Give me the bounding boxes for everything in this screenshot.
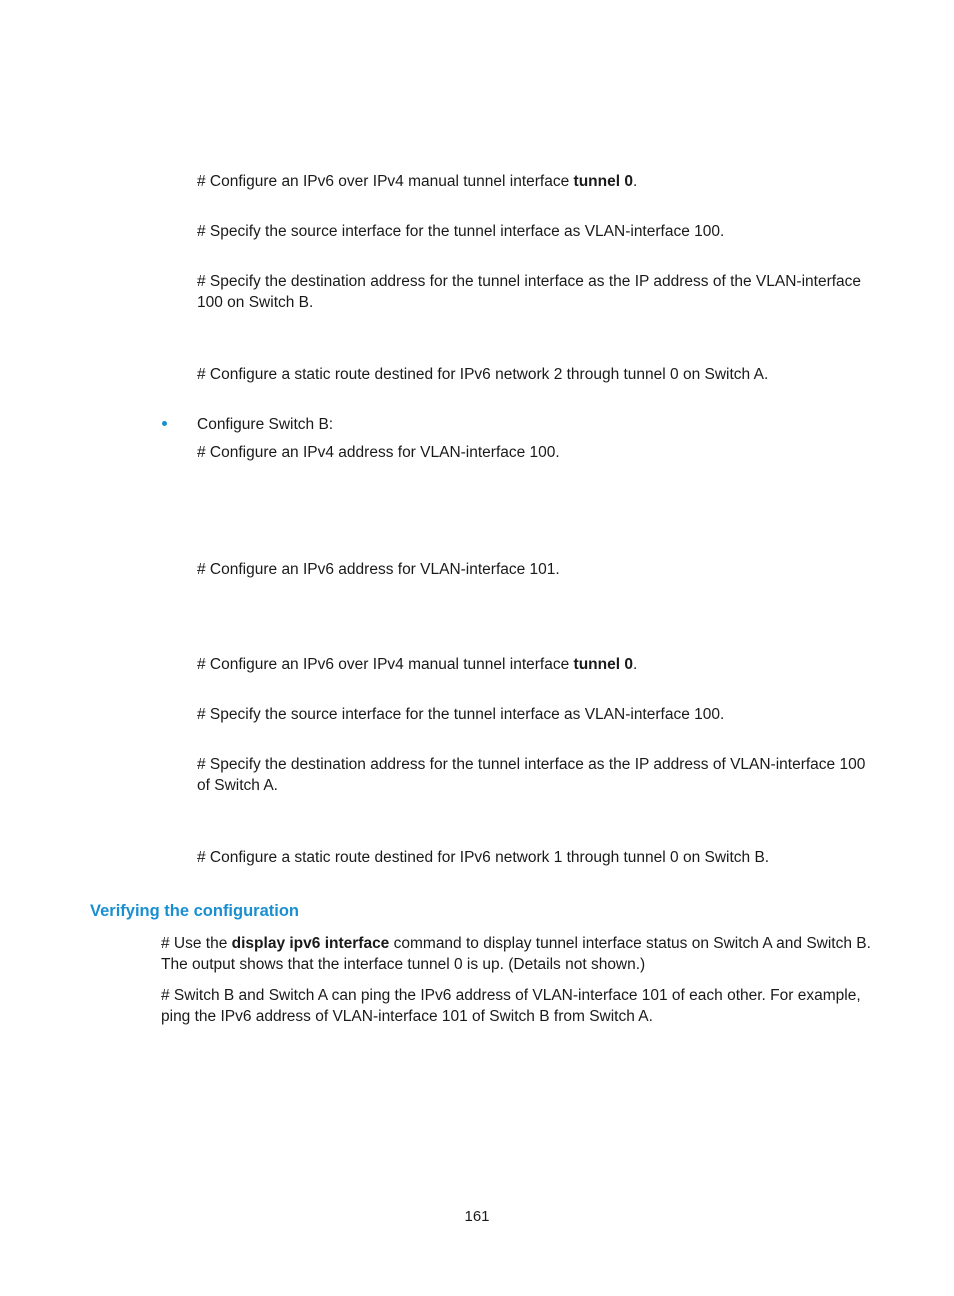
verify-suffix: command to display tunnel interface status on Switch A and Switch B. — [389, 935, 871, 952]
verify-para1-line2: The output shows that the interface tunnel 0 is up. (Details not shown.) — [161, 956, 646, 973]
step-keyword: tunnel 0 — [573, 656, 633, 673]
step-text: # Configure an IPv6 over IPv4 manual tunnel interface — [197, 173, 574, 190]
step-source-interface-b: # Specify the source interface for the tunnel interface as VLAN-interface 100. — [197, 706, 725, 723]
step-keyword: tunnel 0 — [573, 173, 633, 190]
section-heading-verifying: Verifying the configuration — [90, 902, 300, 920]
step-static-route-a: # Configure a static route destined for IPv6 network 2 through tunnel 0 on Switch A. — [197, 366, 769, 383]
step-text: # Configure an IPv6 over IPv4 manual tunnel interface — [197, 656, 574, 673]
step-ipv4-address-b: # Configure an IPv4 address for VLAN-interface 100. — [197, 444, 560, 461]
verify-para2-line1: # Switch B and Switch A can ping the IPv6 address of VLAN-interface 101 of each other. For example, — [161, 987, 861, 1004]
verify-para1-line1 — [161, 933, 871, 954]
step-destination-a-line2: 100 on Switch B. — [197, 294, 314, 311]
bullet-icon — [162, 421, 167, 426]
step-static-route-b: # Configure a static route destined for IPv6 network 1 through tunnel 0 on Switch B. — [197, 849, 770, 866]
command-keyword: display ipv6 interface — [231, 935, 390, 952]
step-suffix: . — [632, 656, 638, 673]
step-source-interface-a: # Specify the source interface for the tunnel interface as VLAN-interface 100. — [197, 223, 725, 240]
step-destination-a-line1: # Specify the destination address for the tunnel interface as the IP address of the VLAN-interface — [197, 273, 862, 290]
step-configure-tunnel-b — [197, 654, 637, 675]
step-destination-b-line2: of Switch A. — [197, 777, 278, 794]
step-suffix: . — [632, 173, 638, 190]
verify-para2-line2: ping the IPv6 address of VLAN-interface 101 of Switch B from Switch A. — [161, 1008, 653, 1025]
page-number: 161 — [464, 1208, 490, 1225]
step-configure-tunnel-a — [197, 171, 637, 192]
step-ipv6-address-b: # Configure an IPv6 address for VLAN-interface 101. — [197, 561, 560, 578]
verify-text: # Use the — [161, 935, 232, 952]
bullet-configure-switch-b: Configure Switch B: — [197, 416, 334, 433]
step-destination-b-line1: # Specify the destination address for the tunnel interface as the IP address of VLAN-interface 100 — [197, 756, 866, 773]
